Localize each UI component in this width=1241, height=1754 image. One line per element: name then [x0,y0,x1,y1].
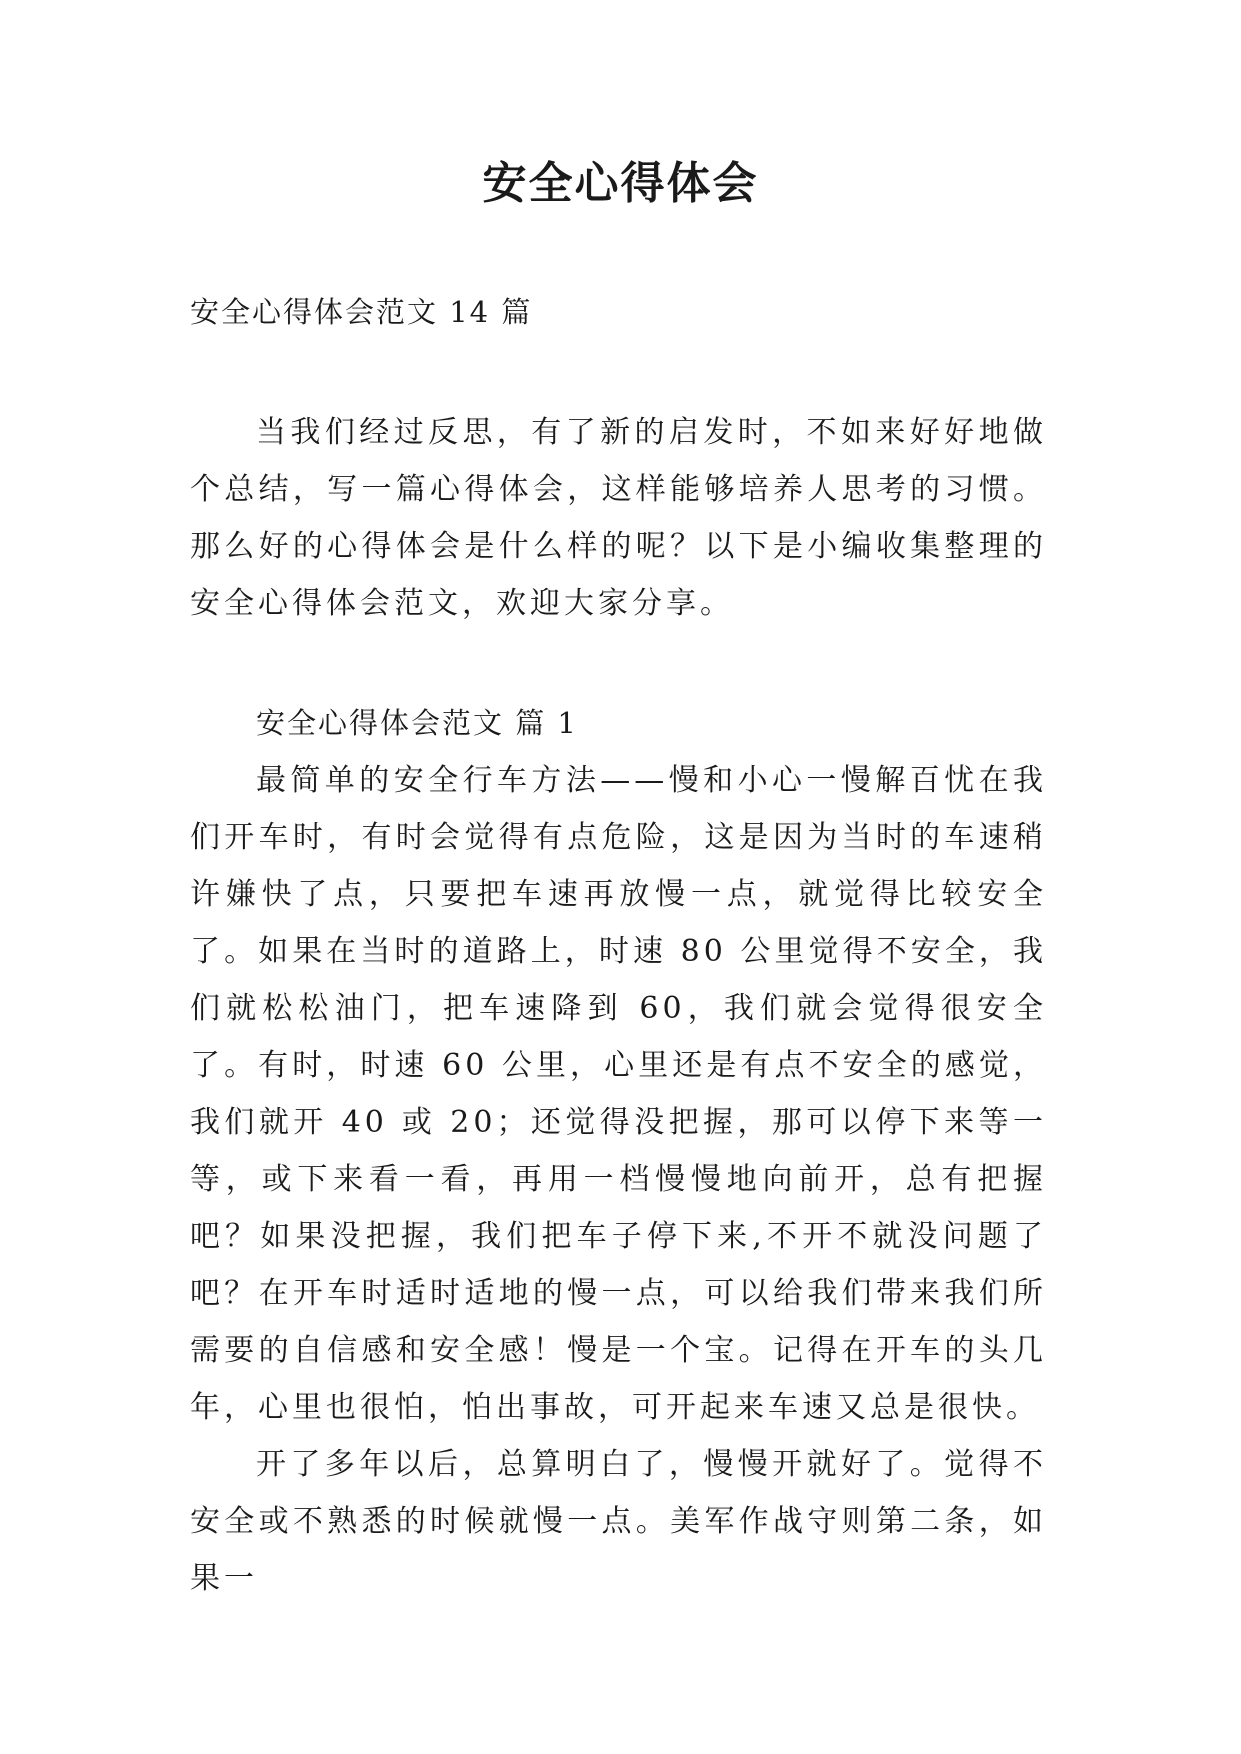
intro-paragraph: 当我们经过反思，有了新的启发时，不如来好好地做个总结，写一篇心得体会，这样能够培养人思考的习惯。那么好的心得体会是什么样的呢？以下是小编收集整理的安全心得体会范文，欢迎大家分享。 [190,415,1047,621]
body-paragraph: 开了多年以后，总算明白了，慢慢开就好了。觉得不安全或不熟悉的时候就慢一点。美军作战守则第二条，如果一 [190,1447,1047,1596]
essay-section [190,695,1047,1607]
intro-section [190,404,1047,632]
body-paragraph: 最简单的安全行车方法——慢和小心一慢解百忧在我们开车时，有时会觉得有点危险，这是因为当时的车速稍许嫌快了点，只要把车速再放慢一点，就觉得比较安全了。如果在当时的道路上，时速 80 公里觉得不安全，我们就松松油门，把车速降到 60，我们就会觉得很安全了。有时，时速 60 公里，心里还是有点不安全的感觉，我们就开 40 或 20；还觉得没把握，那可以停下来等一等，或下来看一看，再用一档慢慢地向前开，总有把握吧？如果没把握，我们把车子停下来,不开不就没问题了吧？在开车时适时适地的慢一点，可以给我们带来我们所需要的自信感和安全感！慢是一个宝。记得在开车的头几年，心里也很怕，怕出事故，可开起来车速又总是很快。 [190,763,1047,1425]
section-heading: 安全心得体会范文 篇 1 [256,706,578,740]
document-subtitle: 安全心得体会范文 14 篇 [190,295,533,329]
document-title: 安全心得体会 [482,158,759,209]
